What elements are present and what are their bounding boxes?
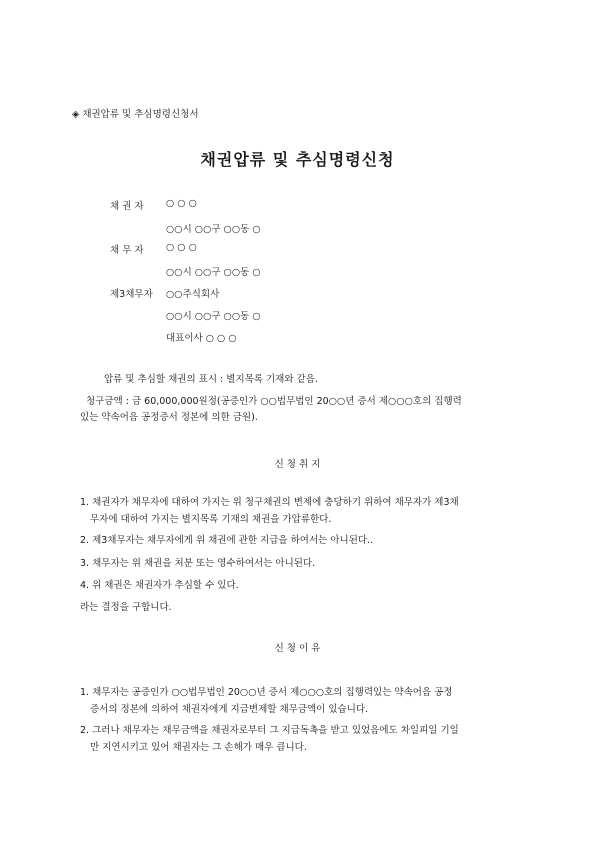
purpose-item-line: 3. 채무자는 위 채권을 처분 또는 영수하여서는 아니된다. — [80, 558, 316, 569]
purpose-item — [80, 532, 525, 549]
reason-section-title: 신 청 이 유 — [274, 643, 321, 654]
claim-amount-line1: 청구금액 : 금 60,000,000원정(공증인가 ○○법무법인 20○○년 증서 제○○○호의 집행력 — [86, 396, 462, 407]
reason-item-line: 1. 채무자는 공증인가 ○○법무법인 20○○년 증서 제○○○호의 집행력있는 약속어음 공정 — [80, 687, 453, 698]
purpose-item — [80, 577, 525, 594]
purpose-item — [80, 555, 525, 572]
debtor-address: ○○시 ○○구 ○○동 ○ — [166, 267, 261, 278]
purpose-item-line: 4. 위 채권은 채권자가 추심할 수 있다. — [80, 580, 239, 591]
purpose-item-continuation: 무자에 대하여 가지는 별지목록 기재의 채권을 가압류한다. — [90, 514, 332, 525]
creditor-label: 채 권 자 — [110, 201, 144, 212]
purpose-item-line: 1. 채권자가 채무자에 대하여 가지는 위 청구채권의 변제에 충당하기 위하여 채무자가 제3채 — [80, 497, 459, 508]
reason-item — [80, 684, 525, 718]
third-debtor-name: ○○주식회사 — [166, 289, 220, 300]
debtor-name: ○ ○ ○ — [166, 242, 197, 253]
reason-item — [80, 722, 525, 756]
third-debtor-label: 제3채무자 — [110, 289, 153, 300]
reason-item-continuation: 증서의 정본에 의하여 채권자에게 지급변제할 채무금액이 있습니다. — [90, 704, 369, 715]
document-title: 채권압류 및 추심명령신청 — [200, 150, 395, 169]
reason-item-line: 2. 그러나 채무자는 채무금액을 채권자로부터 그 지급독촉을 받고 있었음에도 차일피일 기일 — [80, 725, 459, 736]
purpose-item — [80, 494, 525, 528]
claim-display: 압류 및 추심할 채권의 표시 : 별지목록 기재와 같음. — [104, 374, 318, 385]
purpose-closing: 라는 결정을 구합니다. — [80, 602, 172, 613]
purpose-section-title: 신 청 취 지 — [274, 459, 321, 470]
claim-amount-line2: 있는 약속어음 공정증서 정본에 의한 금원). — [80, 412, 258, 423]
reason-item-continuation: 만 지연시키고 있어 채권자는 그 손해가 매우 큽니다. — [90, 742, 307, 753]
creditor-address: ○○시 ○○구 ○○동 ○ — [166, 224, 261, 235]
purpose-item-line: 2. 제3채무자는 채무자에게 위 채권에 관한 지급을 하여서는 아니된다.. — [80, 535, 374, 546]
third-debtor-address: ○○시 ○○구 ○○동 ○ — [166, 311, 261, 322]
debtor-label: 채 무 자 — [110, 245, 144, 256]
creditor-name: ○ ○ ○ — [166, 198, 197, 209]
third-debtor-representative: 대표이사 ○ ○ ○ — [166, 333, 237, 344]
header-note: ◈ 채권압류 및 추심명령신청서 — [72, 109, 199, 120]
